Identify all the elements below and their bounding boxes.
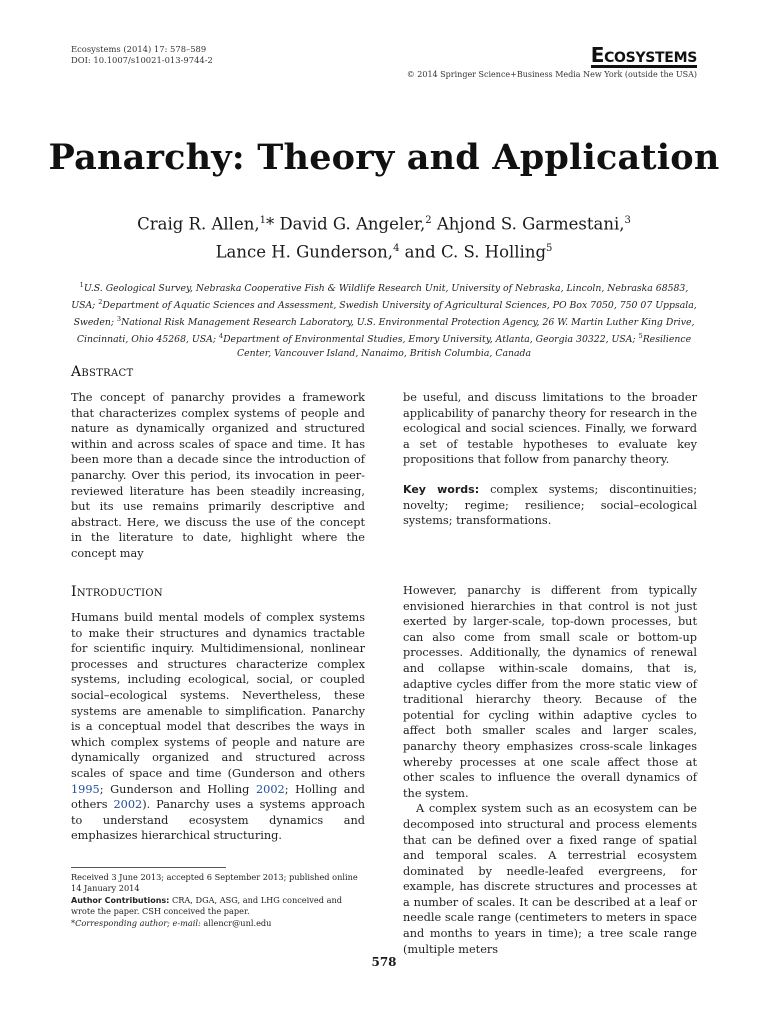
journal-volume-line: Ecosystems (2014) 17: 578–589 bbox=[71, 44, 207, 54]
corresponding-author bbox=[71, 918, 367, 929]
introduction-text-right bbox=[403, 583, 697, 957]
keywords bbox=[403, 482, 697, 529]
introduction-heading: Introduction bbox=[71, 584, 163, 600]
copyright-notice: © 2014 Springer Science+Business Media New York (outside the USA) bbox=[406, 70, 697, 79]
contributions-label: Author Contributions: bbox=[71, 895, 170, 905]
abstract-text-left: The concept of panarchy provides a framework that characterizes complex systems of people and nature as dynamically organized and structured within and across scales of space and time. It has been more than a decade since the introduction of panarchy. Over this period, its invocation in peer-reviewed literature has been steadily increasing, but its use remains primarily descriptive and abstract. Here, we discuss the use of the concept in the literature to date, highlight where the concept may bbox=[71, 391, 365, 560]
paragraph: However, panarchy is different from typically envisioned hierarchies in that control is not just exerted by larger-scale, top-down processes, but can also come from small scale or bottom-up processes. Additionally, the dynamics of renewal and collapse within-scale domains, that is, adaptive cycles differ from the more static view of traditional hierarchy theory. Because of the potential for cycling within adaptive cycles to affect both smaller scales and larger scales, panarchy theory emphasizes cross-scale linkages whereby processes at one scale affect those at other scales to influence the overall dynamics of the system. bbox=[403, 584, 697, 800]
footnote-divider bbox=[71, 867, 226, 868]
doi-line: DOI: 10.1007/s10021-013-9744-2 bbox=[71, 55, 213, 65]
keywords-label: Key words: bbox=[403, 483, 480, 496]
footnotes bbox=[71, 872, 367, 929]
abstract-heading: Abstract bbox=[71, 364, 134, 380]
introduction-text-left: Humans build mental models of complex systems to make their structures and dynamics tractable for scientific inquiry. Multidimensional, nonlinear processes and structures characterize complex systems, including ecological, social, or coupled social–ecological systems. Nevertheless, these systems are amenable to simplification. Panarchy is a conceptual model that describes the ways in which complex systems of people and nature are dynamically organized and structured across scales of space and time (Gunderson and others 1995; Gunderson and Holling 2002; Holling and others 2002). Panarchy uses a systems approach to understand ecosystem dynamics and emphasizes hierarchical structuring. bbox=[71, 611, 365, 843]
author-contributions bbox=[71, 895, 367, 918]
abstract-text-right: be useful, and discuss limitations to the broader applicability of panarchy theory for research in the ecological and social sciences. Finally, we forward a set of testable hypotheses to evaluate key propositions that follow from panarchy theory. bbox=[403, 391, 697, 467]
paper-title: Panarchy: Theory and Application bbox=[48, 137, 720, 178]
journal-citation bbox=[71, 44, 213, 66]
corresponding-email-link[interactable]: allencr@unl.edu bbox=[203, 917, 272, 928]
page-number: 578 bbox=[371, 955, 397, 969]
received-dates: Received 3 June 2013; accepted 6 September 2013; published online 14 January 2014 bbox=[71, 872, 358, 894]
paragraph: A complex system such as an ecosystem can be decomposed into structural and process elements that can be defined over a fixed range of spatial and temporal scales. A terrestrial ecosystem dominated by needle-leafed evergreens, for example, has discrete structures and processes at a number of scales. It can be described at a leaf or needle scale range (centimeters to meters in space and months to years in time); a tree scale range (multiple meters bbox=[403, 802, 697, 956]
contributions-text: CRA, DGA, ASG, and LHG conceived and wrote the paper. CSH conceived the paper. bbox=[71, 894, 342, 917]
corresponding-label: *Corresponding author; e-mail: bbox=[71, 917, 201, 928]
affiliations: $^1$U.S. Geological Survey, Nebraska Cooperative Fish & Wildlife Research Unit, University of Nebraska, Lincoln, Nebraska 68583, USA; $^2$Department of Aquatic Sciences and Assessment, Swedish University of Agricultural Sciences, PO Box 7050, 750 07 Uppsala, Sweden; $^3$National Risk Management Research Laboratory, U.S. Environmental Protection Agency, 26 W. Martin Luther King Drive, Cincinnati, Ohio 45268, USA; $^4$Department of Environmental Studies, Emory University, Atlanta, Georgia 30322, USA; $^5$Resilience Center, Vancouver Island, Nanaimo, British Columbia, Canada bbox=[71, 281, 697, 359]
author-list: Craig R. Allen,$^1$* David G. Angeler,$^2$ Ahjond S. Garmestani,$^3$ Lance H. Gunderson,$^4$ and C. S. Holling$^5$ bbox=[137, 214, 631, 261]
keywords-text: complex systems; discontinuities; novelty; regime; resilience; social–ecological systems; transformations. bbox=[403, 483, 698, 528]
journal-logo: Ecosystems bbox=[590, 43, 697, 67]
